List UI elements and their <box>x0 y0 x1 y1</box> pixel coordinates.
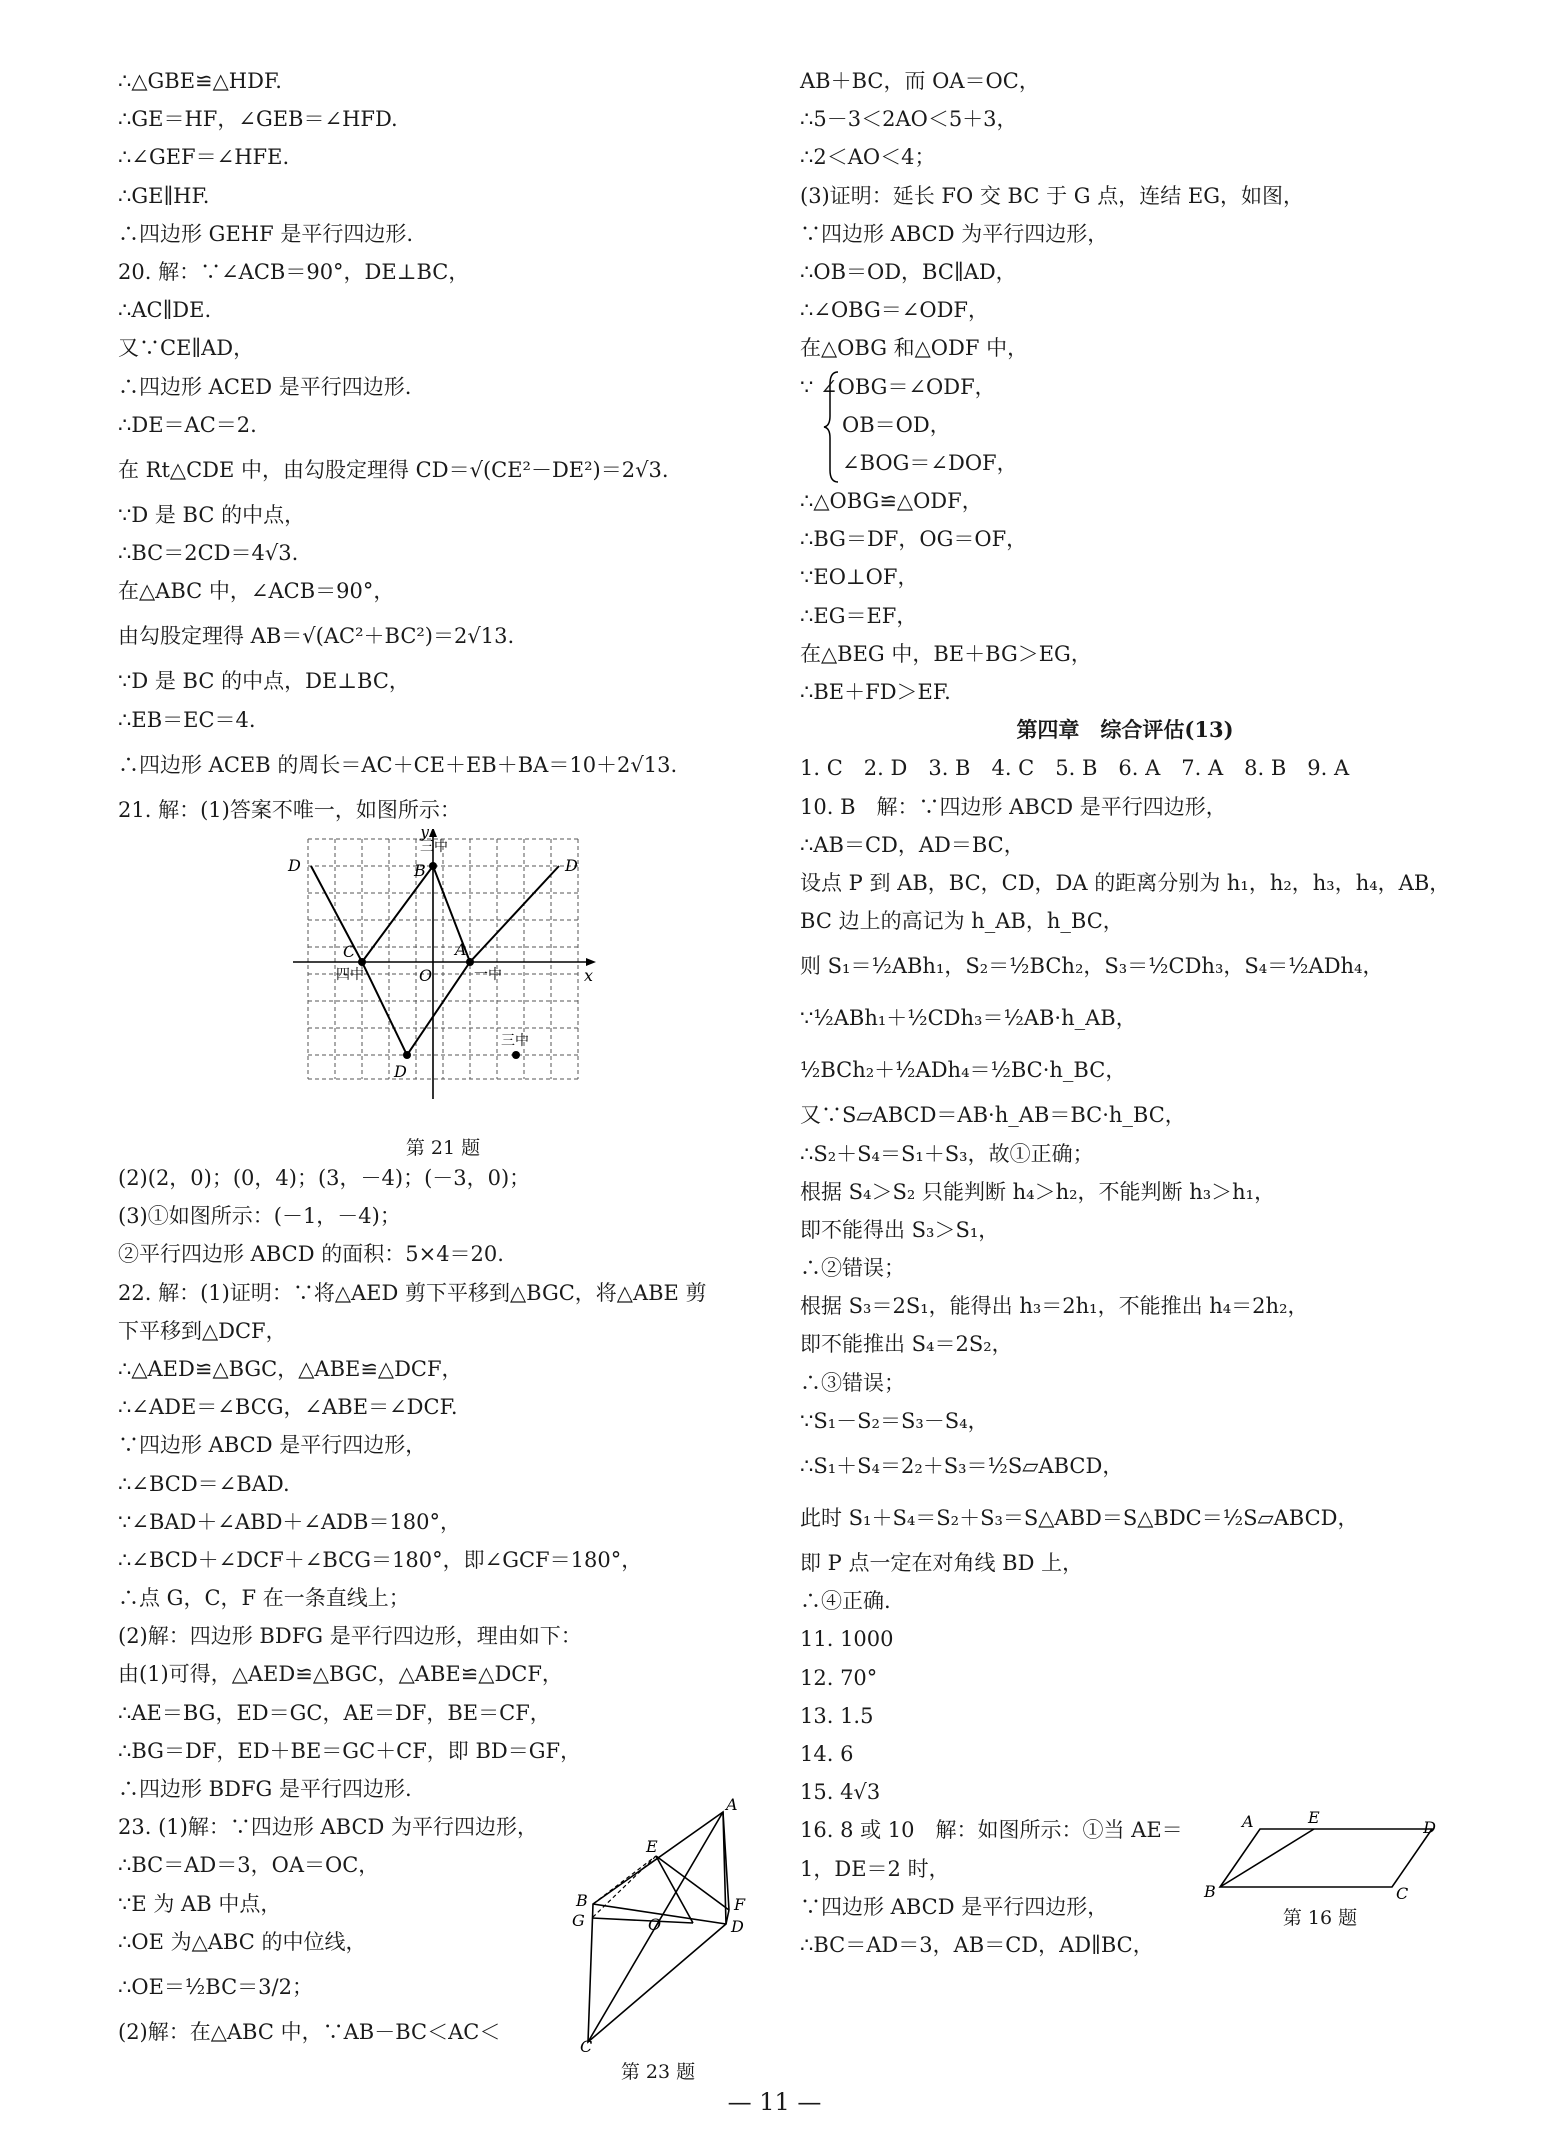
text-line: ∴∠ADE＝∠BCG，∠ABE＝∠DCF. <box>118 1395 458 1420</box>
parallelogram-figure-23 <box>558 1798 758 2053</box>
text-line: ∴OE＝½BC＝3/2； <box>118 1974 313 1999</box>
text-line: ∵四边形 ABCD 是平行四边形， <box>800 1894 1109 1919</box>
text-line: OB＝OD， <box>842 412 951 437</box>
text-line: ∴∠GEF＝∠HFE. <box>118 145 290 170</box>
figure-21-caption: 第 21 题 <box>405 1137 481 1159</box>
text-line: ∴BG＝DF，ED＋BE＝GC＋CF，即 BD＝GF， <box>118 1738 582 1763</box>
text-line: ∴EB＝EC＝4. <box>118 707 256 732</box>
text-line: BC 边上的高记为 h_AB，h_BC， <box>800 909 1124 934</box>
text-line: ∴S₁＋S₄＝2₂＋S₃＝½S▱ABCD， <box>800 1454 1124 1478</box>
text-line: 又∵S▱ABCD＝AB·h_AB＝BC·h_BC， <box>800 1103 1186 1128</box>
left-block-b <box>118 1159 768 1808</box>
text-line: 根据 S₃＝2S₁，能得出 h₃＝2h₁，不能推出 h₄＝2h₂， <box>800 1294 1309 1319</box>
text-line: ∴△AED≌△BGC，△ABE≌△DCF， <box>118 1356 463 1381</box>
text-line: ∵∠BAD＋∠ABD＋∠ADB＝180°， <box>118 1509 462 1534</box>
text-line: ∴BC＝2CD＝4√3. <box>118 541 299 566</box>
text-line: ∴DE＝AC＝2. <box>118 412 257 437</box>
fig23-label-e: E <box>646 1837 658 1857</box>
figure-21 <box>118 829 768 1159</box>
fig23-label-f: F <box>734 1895 746 1915</box>
right-block-a <box>800 62 1450 711</box>
text-line: ∵四边形 ABCD 是平行四边形， <box>118 1433 427 1458</box>
parallelogram-figure-16 <box>1200 1799 1440 1899</box>
right-block-b <box>800 749 1450 1964</box>
fig23-label-g: G <box>572 1911 585 1931</box>
text-line: 由(1)可得，△AED≌△BGC，△ABE≌△DCF， <box>118 1662 563 1687</box>
label-c: C <box>343 942 356 961</box>
label-b: B <box>414 861 426 880</box>
fig23-label-d: D <box>731 1917 744 1937</box>
label-sizhong: 四中 <box>336 967 364 983</box>
text-line: ∴BG＝DF，OG＝OF， <box>800 527 1028 552</box>
text-line: 此时 S₁＋S₄＝S₂＋S₃＝S△ABD＝S△BDC＝½S▱ABCD， <box>800 1506 1359 1530</box>
text-line: (2)解：在△ABC 中，∵AB－BC＜AC＜ <box>118 2019 501 2044</box>
text-line: ∵D 是 BC 的中点，DE⊥BC， <box>118 669 410 694</box>
text-line: ∴②错误； <box>800 1256 905 1281</box>
text-line: ∵E 为 AB 中点， <box>118 1891 282 1916</box>
text-line: 14. 6 <box>800 1741 854 1766</box>
text-line: ∴△GBE≌△HDF. <box>118 69 282 93</box>
text-line: 15. 4√3 <box>800 1780 881 1805</box>
fig23-label-c: C <box>580 2037 593 2054</box>
left-block-a <box>118 62 768 829</box>
right-column <box>800 62 1450 1964</box>
label-d-left: D <box>288 856 301 875</box>
text-line: ∴③错误； <box>800 1370 905 1395</box>
label-sanzhong-bottom: 三中 <box>501 1033 529 1049</box>
text-line: ∴GE＝HF，∠GEB＝∠HFD. <box>118 107 398 132</box>
coordinate-grid-figure <box>118 829 768 1129</box>
fig16-label-c: C <box>1396 1884 1409 1900</box>
text-line: ∴点 G，C，F 在一条直线上； <box>118 1586 410 1611</box>
text-line: ∴∠OBG＝∠ODF， <box>800 298 989 323</box>
text-line: 22. 解：(1)证明：∵将△AED 剪下平移到△BGC，将△ABE 剪 <box>118 1280 707 1305</box>
text-line: 1. C 2. D 3. B 4. C 5. B 6. A 7. A 8. B 9. A <box>800 756 1350 781</box>
text-line: ∴S₂＋S₄＝S₁＋S₃，故①正确； <box>800 1141 1094 1166</box>
text-line: ∴AE＝BG，ED＝GC，AE＝DF，BE＝CF， <box>118 1700 551 1725</box>
text-line: 10. B 解：∵四边形 ABCD 是平行四边形， <box>800 794 1227 819</box>
label-a: A <box>455 940 467 959</box>
text-line: ∴④正确. <box>800 1589 891 1614</box>
text-line: ∵EO⊥OF， <box>800 565 919 590</box>
text-line: ∵S₁－S₂＝S₃－S₄， <box>800 1408 989 1433</box>
figure-16 <box>1200 1799 1440 1939</box>
fig23-label-b: B <box>576 1891 588 1911</box>
left-brace <box>822 370 842 484</box>
text-line: AB＋BC，而 OA＝OC， <box>800 69 1040 93</box>
fig16-label-a: A <box>1242 1812 1254 1832</box>
page-number: — 11 — <box>727 2088 822 2116</box>
text-line: 下平移到△DCF， <box>118 1318 287 1343</box>
text-line: 12. 70° <box>800 1665 878 1690</box>
text-line: ∴EG＝EF， <box>800 603 918 628</box>
text-line: ∴BE＋FD＞EF. <box>800 680 951 704</box>
fig16-label-d: D <box>1423 1818 1436 1838</box>
label-yizhong: 一中 <box>474 967 502 983</box>
text-line: ∴四边形 BDFG 是平行四边形. <box>118 1777 412 1801</box>
text-line: 根据 S₄＞S₂ 只能判断 h₄＞h₂，不能判断 h₃＞h₁， <box>800 1179 1276 1204</box>
text-line: 21. 解：(1)答案不唯一，如图所示： <box>118 797 461 822</box>
text-line: ∴∠BCD＝∠BAD. <box>118 1471 290 1496</box>
fig23-label-o: O <box>648 1915 662 1935</box>
label-d-bottom: D <box>394 1062 407 1081</box>
text-line: ∴GE∥HF. <box>118 183 210 208</box>
text-line: ∴∠BCD＋∠DCF＋∠BCG＝180°，即∠GCF＝180°， <box>118 1547 643 1572</box>
figure-23 <box>558 1798 758 2088</box>
text-line: (2)解：四边形 BDFG 是平行四边形，理由如下： <box>118 1624 582 1649</box>
label-d-right: D <box>565 856 578 875</box>
fig23-label-a: A <box>726 1798 738 1815</box>
figure-16-caption: 第 16 题 <box>1282 1907 1358 1930</box>
text-line: ½BCh₂＋½ADh₄＝½BC·h_BC， <box>800 1058 1127 1083</box>
text-line: (3)证明：延长 FO 交 BC 于 G 点，连结 EG，如图， <box>800 183 1305 208</box>
text-line: ∴AC∥DE. <box>118 298 212 323</box>
label-o: O <box>419 966 433 985</box>
text-line: 11. 1000 <box>800 1627 894 1652</box>
text-line: 设点 P 到 AB，BC，CD，DA 的距离分别为 h₁，h₂，h₃，h₄，AB， <box>800 870 1451 895</box>
text-line: 又∵CE∥AD， <box>118 336 255 361</box>
text-line: ∴2＜AO＜4； <box>800 145 936 170</box>
left-column <box>118 62 768 2084</box>
text-line: 即不能推出 S₄＝2S₂， <box>800 1332 1013 1357</box>
text-line: ∴△OBG≌△ODF， <box>800 489 983 514</box>
brace-system <box>800 368 1450 483</box>
text-line: ∴四边形 ACEB 的周长＝AC＋CE＋EB＋BA＝10＋2√13. <box>118 752 678 777</box>
text-line: 16. 8 或 10 解：如图所示：①当 AE＝ <box>800 1818 1183 1843</box>
text-line: ∴BC＝AD＝3，OA＝OC， <box>118 1853 380 1878</box>
text-line: ∴AB＝CD，AD＝BC， <box>800 832 1025 857</box>
text-line: 即不能得出 S₃＞S₁， <box>800 1217 1000 1242</box>
text-line: ∴BC＝AD＝3，AB＝CD，AD∥BC， <box>800 1932 1154 1957</box>
text-line: ∴OB＝OD，BC∥AD， <box>800 259 1017 284</box>
label-y-axis: y <box>420 829 430 841</box>
text-line: 在△ABC 中，∠ACB＝90°， <box>118 579 395 604</box>
left-block-c <box>118 1798 768 2084</box>
label-x-axis: x <box>584 966 594 985</box>
text-line: ∵½ABh₁＋½CDh₃＝½AB·h_AB， <box>800 1006 1137 1031</box>
label-sanzhong-top: 三中 <box>420 839 448 855</box>
chapter-title: 第四章 综合评估(13) <box>1016 717 1234 743</box>
text-line: ∴四边形 GEHF 是平行四边形. <box>118 221 414 246</box>
text-line: 即 P 点一定在对角线 BD 上， <box>800 1551 1084 1575</box>
text-line: 在 Rt△CDE 中，由勾股定理得 CD＝√(CE²－DE²)＝2√3. <box>118 457 669 482</box>
text-line: 由勾股定理得 AB＝√(AC²＋BC²)＝2√13. <box>118 624 515 649</box>
text-line: 23. (1)解：∵四边形 ABCD 为平行四边形， <box>118 1815 539 1840</box>
text-line: ∵ ∠OBG＝∠ODF， <box>800 374 996 399</box>
text-line: ∴四边形 ACED 是平行四边形. <box>118 374 412 399</box>
fig16-label-b: B <box>1204 1882 1216 1900</box>
fig16-label-e: E <box>1308 1808 1320 1828</box>
text-line: ∵四边形 ABCD 为平行四边形， <box>800 221 1109 246</box>
text-line: 13. 1.5 <box>800 1703 874 1728</box>
text-line: (3)①如图所示：(－1，－4)； <box>118 1204 401 1229</box>
text-line: 20. 解：∵∠ACB＝90°，DE⊥BC， <box>118 259 470 284</box>
text-line: 1，DE＝2 时， <box>800 1856 950 1881</box>
text-line: (2)(2，0)；(0，4)；(3，－4)；(－3，0)； <box>118 1166 531 1190</box>
text-line: ∠BOG＝∠DOF， <box>842 450 1018 475</box>
text-line: ∴OE 为△ABC 的中位线， <box>118 1929 367 1954</box>
text-line: ∴5－3＜2AO＜5＋3， <box>800 107 1018 132</box>
text-line: 在△BEG 中，BE＋BG＞EG， <box>800 641 1092 666</box>
figure-23-caption: 第 23 题 <box>620 2061 696 2084</box>
text-line: ∵D 是 BC 的中点， <box>118 502 306 527</box>
text-line: 在△OBG 和△ODF 中， <box>800 336 1029 361</box>
text-line: 则 S₁＝½ABh₁，S₂＝½BCh₂，S₃＝½CDh₃，S₄＝½ADh₄， <box>800 954 1384 979</box>
text-line: ②平行四边形 ABCD 的面积：5×4＝20. <box>118 1242 504 1267</box>
